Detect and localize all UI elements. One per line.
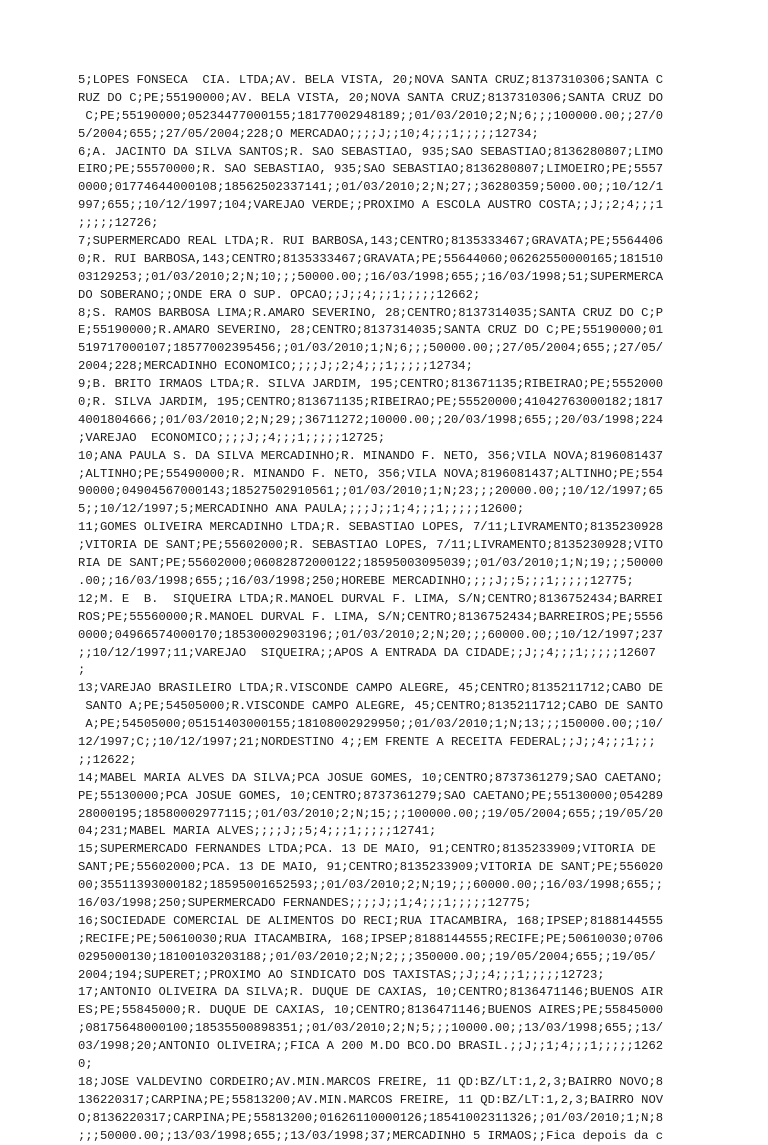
text-line: ;RECIFE;PE;50610030;RUA ITACAMBIRA, 168;IPSEP;8188144555;RECIFE;PE;50610030;0706 (78, 931, 664, 946)
text-line: 7;SUPERMERCADO REAL LTDA;R. RUI BARBOSA,143;CENTRO;8135333467;GRAVATA;PE;5564406 (78, 234, 664, 249)
text-line: C;PE;55190000;05234477000155;18177002948189;;01/03/2010;2;N;6;;;100000.00;;27/0 (78, 108, 664, 123)
text-line: ES;PE;55845000;R. DUQUE DE CAXIAS, 10;CENTRO;8136471146;BUENOS AIRES;PE;55845000 (78, 1003, 664, 1018)
text-line: 18;JOSE VALDEVINO CORDEIRO;AV.MIN.MARCOS FREIRE, 11 QD:BZ/LT:1,2,3;BAIRRO NOVO;8 (78, 1074, 664, 1089)
text-line: 5;;10/12/1997;5;MERCADINHO ANA PAULA;;;;J;;1;4;;;1;;;;;12600; (78, 502, 525, 517)
text-line: 90000;04904567000143;18527502910561;;01/03/2010;1;N;23;;;20000.00;;10/12/1997;65 (78, 484, 664, 499)
text-line: E;55190000;R.AMARO SEVERINO, 28;CENTRO;8137314035;SANTA CRUZ DO C;PE;55190000;01 (78, 323, 664, 338)
text-line: 10;ANA PAULA S. DA SILVA MERCADINHO;R. MINANDO F. NETO, 356;VILA NOVA;8196081437 (78, 448, 664, 463)
text-line: 6;A. JACINTO DA SILVA SANTOS;R. SAO SEBASTIAO, 935;SAO SEBASTIAO;8136280807;LIMO (78, 144, 664, 159)
text-line: ;;12622; (78, 752, 137, 767)
text-line: 0000;04966574000170;18530002903196;;01/03/2010;2;N;20;;;60000.00;;10/12/1997;237 (78, 627, 664, 642)
text-line: 8;S. RAMOS BARBOSA LIMA;R.AMARO SEVERINO, 28;CENTRO;8137314035;SANTA CRUZ DO C;P (78, 305, 664, 320)
text-line: 519717000107;18577002395456;;01/03/2010;1;N;6;;;50000.00;;27/05/2004;655;;27/05/ (78, 341, 664, 356)
text-line: 4001804666;;01/03/2010;2;N;29;;36711272;10000.00;;20/03/1998;655;;20/03/1998;224 (78, 412, 664, 427)
text-line: 0; (78, 1056, 93, 1071)
text-line: 13;VAREJAO BRASILEIRO LTDA;R.VISCONDE CAMPO ALEGRE, 45;CENTRO;8135211712;CABO DE (78, 681, 664, 696)
text-line: 12;M. E B. SIQUEIRA LTDA;R.MANOEL DURVAL F. LIMA, S/N;CENTRO;8136752434;BARREI (78, 591, 664, 606)
text-line: SANT;PE;55602000;PCA. 13 DE MAIO, 91;CENTRO;8135233909;VITORIA DE SANT;PE;556020 (78, 860, 664, 875)
text-line: ;;10/12/1997;11;VAREJAO SIQUEIRA;;APOS A ENTRADA DA CIDADE;;J;;4;;;1;;;;;12607 (78, 645, 656, 660)
text-line: ;08175648000100;18535500898351;;01/03/2010;2;N;5;;;10000.00;;13/03/1998;655;;13/ (78, 1021, 664, 1036)
text-line: ;;;50000.00;;13/03/1998;655;;13/03/1998;37;MERCADINHO 5 IRMAOS;;Fica depois da c (78, 1128, 664, 1143)
text-line: A;PE;54505000;05151403000155;18108002929950;;01/03/2010;1;N;13;;;150000.00;;10/ (78, 717, 664, 732)
text-line: 2004;228;MERCADINHO ECONOMICO;;;;J;;2;4;;;1;;;;;12734; (78, 359, 473, 374)
text-line: 00;35511393000182;18595001652593;;01/03/2010;2;N;19;;;60000.00;;16/03/1998;655;; (78, 878, 664, 893)
text-line: 5;LOPES FONSECA CIA. LTDA;AV. BELA VISTA, 20;NOVA SANTA CRUZ;8137310306;SANTA C (78, 73, 664, 87)
text-line: 04;231;MABEL MARIA ALVES;;;;J;;5;4;;;1;;;;;12741; (78, 824, 437, 839)
text-line: 17;ANTONIO OLIVEIRA DA SILVA;R. DUQUE DE CAXIAS, 10;CENTRO;8136471146;BUENOS AIR (78, 985, 664, 1000)
text-line: 0;R. SILVA JARDIM, 195;CENTRO;813671135;RIBEIRAO;PE;55520000;41042763000182;1817 (78, 395, 664, 410)
text-line: 28000195;18580002977115;;01/03/2010;2;N;15;;;100000.00;;19/05/2004;655;;19/05/20 (78, 806, 664, 821)
text-line: 5/2004;655;;27/05/2004;228;O MERCADAO;;;;J;;10;4;;;1;;;;;12734; (78, 126, 539, 141)
text-line: 997;655;;10/12/1997;104;VAREJAO VERDE;;PROXIMO A ESCOLA AUSTRO COSTA;;J;;2;4;;;1 (78, 198, 664, 213)
text-line: 03/1998;20;ANTONIO OLIVEIRA;;FICA A 200 M.DO BCO.DO BRASIL.;;J;;1;4;;;1;;;;;1262 (78, 1039, 664, 1054)
text-line: PE;55130000;PCA JOSUE GOMES, 10;CENTRO;8737361279;SAO CAETANO;PE;55130000;054289 (78, 788, 664, 803)
text-line: ;VAREJAO ECONOMICO;;;;J;;4;;;1;;;;;12725; (78, 430, 386, 445)
text-line: ROS;PE;55560000;R.MANOEL DURVAL F. LIMA, S/N;CENTRO;8136752434;BARREIROS;PE;5556 (78, 609, 664, 624)
text-line: 0;R. RUI BARBOSA,143;CENTRO;8135333467;GRAVATA;PE;55644060;06262550000165;181510 (78, 251, 664, 266)
text-line: RIA DE SANT;PE;55602000;06082872000122;18595003095039;;01/03/2010;1;N;19;;;50000 (78, 556, 664, 571)
text-line: 9;B. BRITO IRMAOS LTDA;R. SILVA JARDIM, 195;CENTRO;813671135;RIBEIRAO;PE;5552000 (78, 377, 664, 392)
text-line: ;VITORIA DE SANT;PE;55602000;R. SEBASTIAO LOPES, 7/11;LIVRAMENTO;8135230928;VITO (78, 538, 664, 553)
text-line: 2004;194;SUPERET;;PROXIMO AO SINDICATO DOS TAXISTAS;;J;;4;;;1;;;;;12723; (78, 967, 605, 982)
text-line: ;;;;;12726; (78, 216, 159, 231)
text-line: RUZ DO C;PE;55190000;AV. BELA VISTA, 20;NOVA SANTA CRUZ;8137310306;SANTA CRUZ DO (78, 90, 664, 105)
text-line: ;ALTINHO;PE;55490000;R. MINANDO F. NETO, 356;VILA NOVA;8196081437;ALTINHO;PE;554 (78, 466, 664, 481)
text-line: 15;SUPERMERCADO FERNANDES LTDA;PCA. 13 DE MAIO, 91;CENTRO;8135233909;VITORIA DE (78, 842, 656, 857)
text-line: 03129253;;01/03/2010;2;N;10;;;50000.00;;16/03/1998;655;;16/03/1998;51;SUPERMERCA (78, 269, 664, 284)
text-line: 16/03/1998;250;SUPERMERCADO FERNANDES;;;;J;;1;4;;;1;;;;;12775; (78, 895, 532, 910)
text-line: DO SOBERANO;;ONDE ERA O SUP. OPCAO;;J;;4;;;1;;;;;12662; (78, 287, 481, 302)
text-line: 0000;01774644000108;18562502337141;;01/03/2010;2;N;27;;36280359;5000.00;;10/12/1 (78, 180, 664, 195)
text-line: ; (78, 663, 86, 678)
text-line: 12/1997;C;;10/12/1997;21;NORDESTINO 4;;EM FRENTE A RECEITA FEDERAL;;J;;4;;;1;;; (78, 734, 656, 749)
text-line: O;8136220317;CARPINA;PE;55813200;01626110000126;18541002311326;;01/03/2010;1;N;8 (78, 1110, 664, 1125)
text-line: 136220317;CARPINA;PE;55813200;AV.MIN.MARCOS FREIRE, 11 QD:BZ/LT:1,2,3;BAIRRO NOV (78, 1092, 664, 1107)
document-body (78, 72, 698, 1145)
text-line: SANTO A;PE;54505000;R.VISCONDE CAMPO ALEGRE, 45;CENTRO;8135211712;CABO DE SANTO (78, 699, 664, 714)
text-line: 14;MABEL MARIA ALVES DA SILVA;PCA JOSUE GOMES, 10;CENTRO;8737361279;SAO CAETANO; (78, 770, 664, 785)
text-line: 16;SOCIEDADE COMERCIAL DE ALIMENTOS DO RECI;RUA ITACAMBIRA, 168;IPSEP;8188144555 (78, 913, 664, 928)
text-line: 0295000130;18100103203188;;01/03/2010;2;N;2;;;350000.00;;19/05/2004;655;;19/05/ (78, 949, 656, 964)
text-line: 11;GOMES OLIVEIRA MERCADINHO LTDA;R. SEBASTIAO LOPES, 7/11;LIVRAMENTO;8135230928 (78, 520, 664, 535)
text-line: EIRO;PE;55570000;R. SAO SEBASTIAO, 935;SAO SEBASTIAO;8136280807;LIMOEIRO;PE;5557 (78, 162, 664, 177)
text-line: .00;;16/03/1998;655;;16/03/1998;250;HOREBE MERCADINHO;;;;J;;5;;;1;;;;;12775; (78, 573, 634, 588)
